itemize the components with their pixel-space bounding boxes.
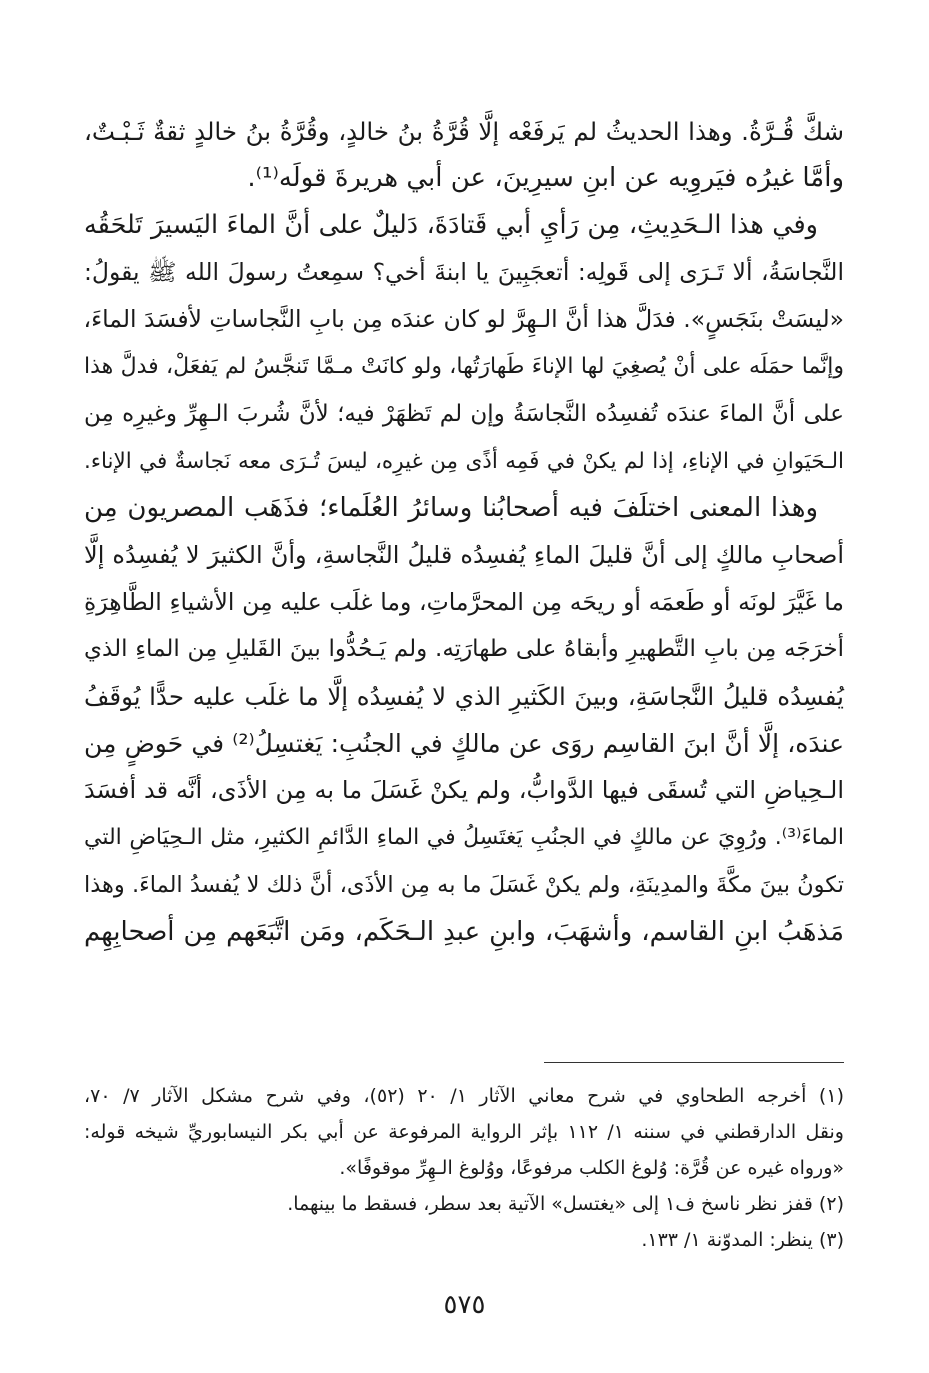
footnote-line: ونقل الدارقطني في سننه ١/ ١١٢ بإثر الرواية المرفوعة عن أبي بكر النيسابوريِّ شيخه قوله:: [84, 1121, 844, 1143]
text-line: أخرَجَه مِن بابِ التَّطهيرِ وأبقاهُ على طهارَتِه. ولم يَـحُدُّوا بينَ القَليلِ مِن الماءِ الذي: [84, 636, 844, 663]
footnote-line: «ورواه غيره عن قُرَّة: وُلوغ الكلب مرفوعًا، ووُلوغ الـهِرِّ موقوفًا».: [339, 1157, 844, 1179]
footnotes: [84, 1078, 844, 1258]
page-number: ٥٧٥: [443, 1290, 486, 1320]
footnote-line: (٣) ينظر: المدوّنة ١/ ١٣٣.: [641, 1229, 844, 1251]
footnote-line: (٢) قفز نظر ناسخ ف١ إلى «يغتسل» الآتية بعد سطر، فسقط ما بينهما.: [287, 1193, 844, 1215]
text-line: تكونُ بينَ مكَّةَ والمدِينَةِ، ولم يكنْ غَسَلَ ما به مِن الأذَى، أنَّ ذلك لا يُفسدُ الماءَ. وهذا: [84, 871, 844, 898]
text-line: وأمَّا غيرُه فيَروِيه عن ابنِ سيرِينَ، عن أبي هريرةَ قولَه⁽¹⁾.: [247, 163, 844, 194]
text-line: شكَّ قُـرَّةُ. وهذا الحديثُ لم يَرفَعْه إلَّا قُرَّةُ بنُ خالدٍ، وقُرَّةُ بنُ خالدٍ ثقةٌ ثَـبْـتٌ،: [84, 117, 844, 146]
text-line: وهذا المعنى اختلَفَ فيه أصحابُنا وسائرُ العُلَماء؛ فذَهَب المصريون مِن: [84, 492, 818, 523]
text-line: يُفسِدُه قليلُ النَّجاسَةِ، وبينَ الكَثيرِ الذي لا يُفسِدُه إلَّا ما غلَب عليه حدًّا يُوقَفُ: [84, 682, 844, 712]
text-line: على أنَّ الماءَ عندَه تُفسِدُه النَّجاسَةُ وإن لم تَظهَرْ فيه؛ لأنَّ شُربَ الـهِرِّ وغيرِه مِن: [84, 400, 844, 427]
text-line: الـحَيَوانِ في الإناءِ، إذا لم يكنْ في فَمِه أذًى مِن غيرِه، ليسَ تُـرَى معه نَجاسةٌ في الإناء.: [84, 448, 844, 474]
text-line: ما غَيَّرَ لونَه أو طَعمَه أو ريحَه مِن المحرَّماتِ، وما غلَب عليه مِن الأشياءِ الطَّاهِرَةِ: [84, 587, 844, 616]
text-line: وإنَّما حمَلَه على أنْ يُصغِيَ لها الإناءَ طَهارَتُها، ولو كانَتْ مـمَّا تَنجَّسُ لم يَفعَلْ، فدلَّ هذا: [84, 354, 844, 380]
text-line: مَذهَبُ ابنِ القاسم، وأشهَبَ، وابنِ عبدِ الـحَكَم، ومَن اتَّبَعَهم مِن أصحابِهِم: [84, 916, 844, 947]
main-text: [84, 108, 844, 956]
footnote-line: (١) أخرجه الطحاوي في شرح معاني الآثار ١/ ٢٠ (٥٢)، وفي شرح مشكل الآثار ٧/ ٧٠،: [84, 1085, 844, 1107]
footnote-separator: [544, 1062, 844, 1063]
text-line: الماءَ⁽³⁾. ورُوِيَ عن مالكٍ في الجنُبِ يَغتَسِلُ في الماءِ الدَّائمِ الكثيرِ، مثل الـحِيَاضِ التي: [84, 825, 844, 851]
text-line: النَّجاسَةُ، ألا تَـرَى إلى قَولِه: أتعجَبِينَ يا ابنةَ أخي؟ سمِعتُ رسولَ الله ﷺ يقولُ:: [84, 258, 844, 287]
text-line: وفي هذا الـحَدِيثِ، مِن رَأيِ أبي قَتادَةَ، دَليلٌ على أنَّ الماءَ اليَسيرَ تَلحَقُه: [84, 210, 818, 241]
text-line: الـحِياضِ التي تُسقَى فيها الدَّوابُّ، ولم يكنْ غَسَلَ ما به مِن الأذَى، أنَّه قد أفسَدَ: [84, 776, 844, 805]
text-line: أصحابِ مالكٍ إلى أنَّ قليلَ الماءِ يُفسِدُه قليلُ النَّجاسةِ، وأنَّ الكثيرَ لا يُفسِدُه إلَّا: [84, 540, 844, 569]
text-line: عندَه، إلَّا أنَّ ابنَ القاسِم روَى عن مالكٍ في الجنُبِ: يَغتسِلُ⁽²⁾ في حَوضٍ مِن: [84, 729, 844, 759]
text-line: «ليسَتْ بنَجَسٍ». فدَلَّ هذا أنَّ الـهِرَّ لو كان عندَه مِن بابِ النَّجاساتِ لأفسَدَ الماءَ،: [83, 305, 844, 334]
